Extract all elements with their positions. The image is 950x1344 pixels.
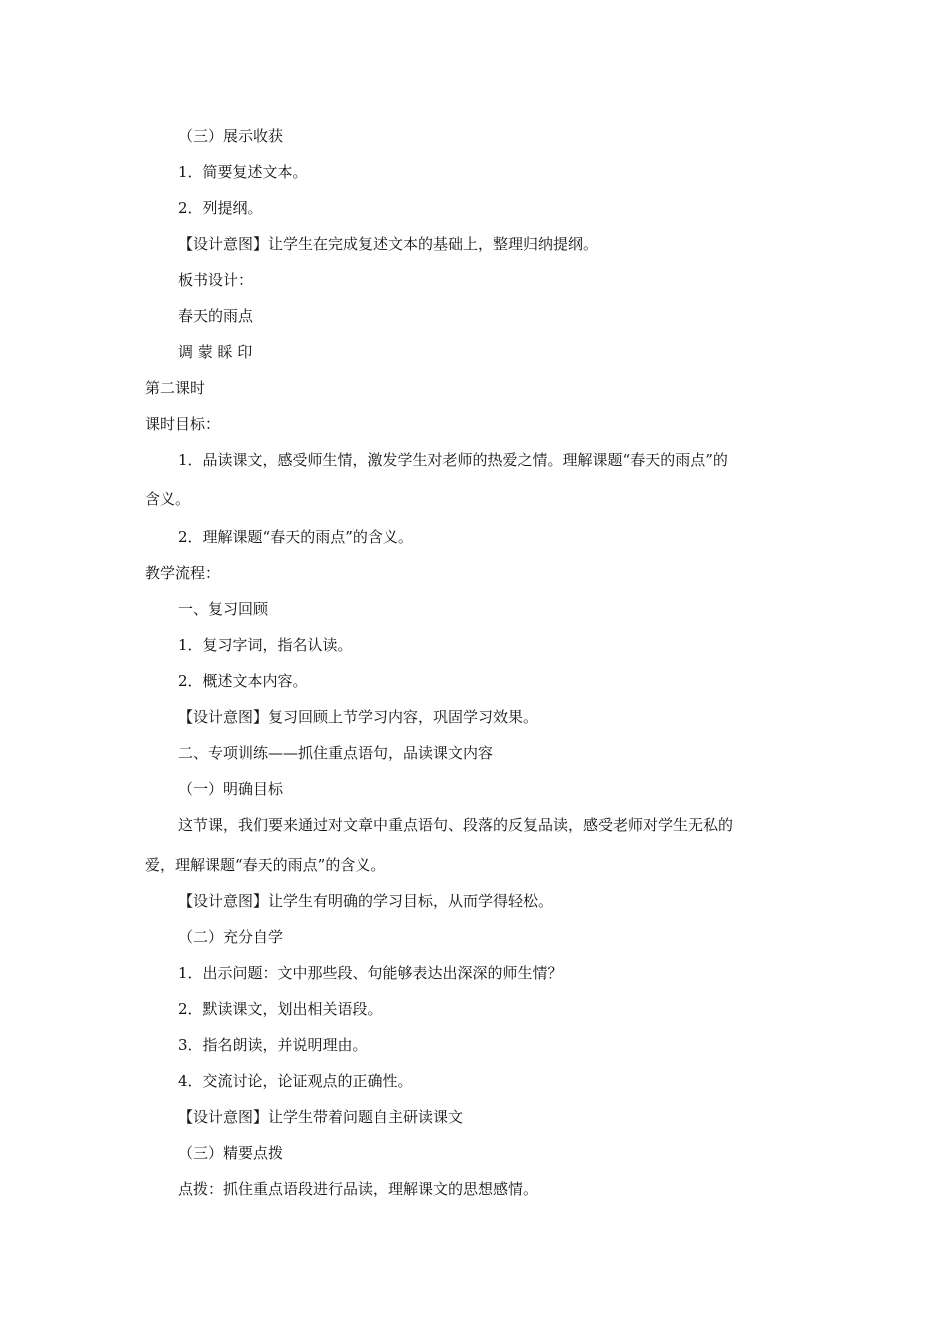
section-heading-review: 一、复习回顾 [178, 600, 269, 618]
list-item: 1．出示问题：文中那些段、句能够表达出深深的师生情？ [178, 964, 563, 982]
paragraph-continuation: 爱，理解课题“春天的雨点”的含义。 [145, 856, 386, 874]
list-item: 3．指名朗读，并说明理由。 [178, 1036, 368, 1054]
goal-item: 2．理解课题“春天的雨点”的含义。 [178, 528, 413, 546]
section-heading-show-results: （三）展示收获 [178, 127, 284, 145]
list-item: 4．交流讨论，论证观点的正确性。 [178, 1072, 413, 1090]
paragraph: 这节课，我们要来通过对文章中重点语句、段落的反复品读，感受老师对学生无私的 [178, 816, 734, 834]
board-title: 春天的雨点 [178, 307, 254, 325]
section-heading-training: 二、专项训练——抓住重点语句，品读课文内容 [178, 744, 494, 762]
goal-item-continuation: 含义。 [145, 490, 191, 508]
lesson-heading-second: 第二课时 [145, 379, 206, 397]
board-characters: 调 蒙 睬 印 [178, 343, 253, 361]
subsection-heading-goals: （一）明确目标 [178, 780, 284, 798]
list-item: 2．默读课文，划出相关语段。 [178, 1000, 383, 1018]
design-intent-note: 【设计意图】让学生在完成复述文本的基础上，整理归纳提纲。 [178, 235, 599, 253]
design-intent-note: 【设计意图】让学生有明确的学习目标，从而学得轻松。 [178, 892, 554, 910]
board-design-label: 板书设计： [178, 271, 254, 289]
list-item: 2．概述文本内容。 [178, 672, 308, 690]
design-intent-note: 【设计意图】让学生带着问题自主研读课文 [178, 1108, 464, 1126]
lesson-goals-heading: 课时目标： [145, 415, 221, 433]
teaching-process-heading: 教学流程： [145, 564, 221, 582]
list-item: 2．列提纲。 [178, 199, 263, 217]
list-item: 1．简要复述文本。 [178, 163, 308, 181]
subsection-heading-self-study: （二）充分自学 [178, 928, 284, 946]
goal-item: 1．品读课文，感受师生情，激发学生对老师的热爱之情。理解课题“春天的雨点”的 [178, 451, 728, 469]
subsection-heading-guidance: （三）精要点拨 [178, 1144, 284, 1162]
paragraph: 点拨：抓住重点语段进行品读，理解课文的思想感情。 [178, 1180, 539, 1198]
design-intent-note: 【设计意图】复习回顾上节学习内容，巩固学习效果。 [178, 708, 539, 726]
list-item: 1．复习字词，指名认读。 [178, 636, 353, 654]
